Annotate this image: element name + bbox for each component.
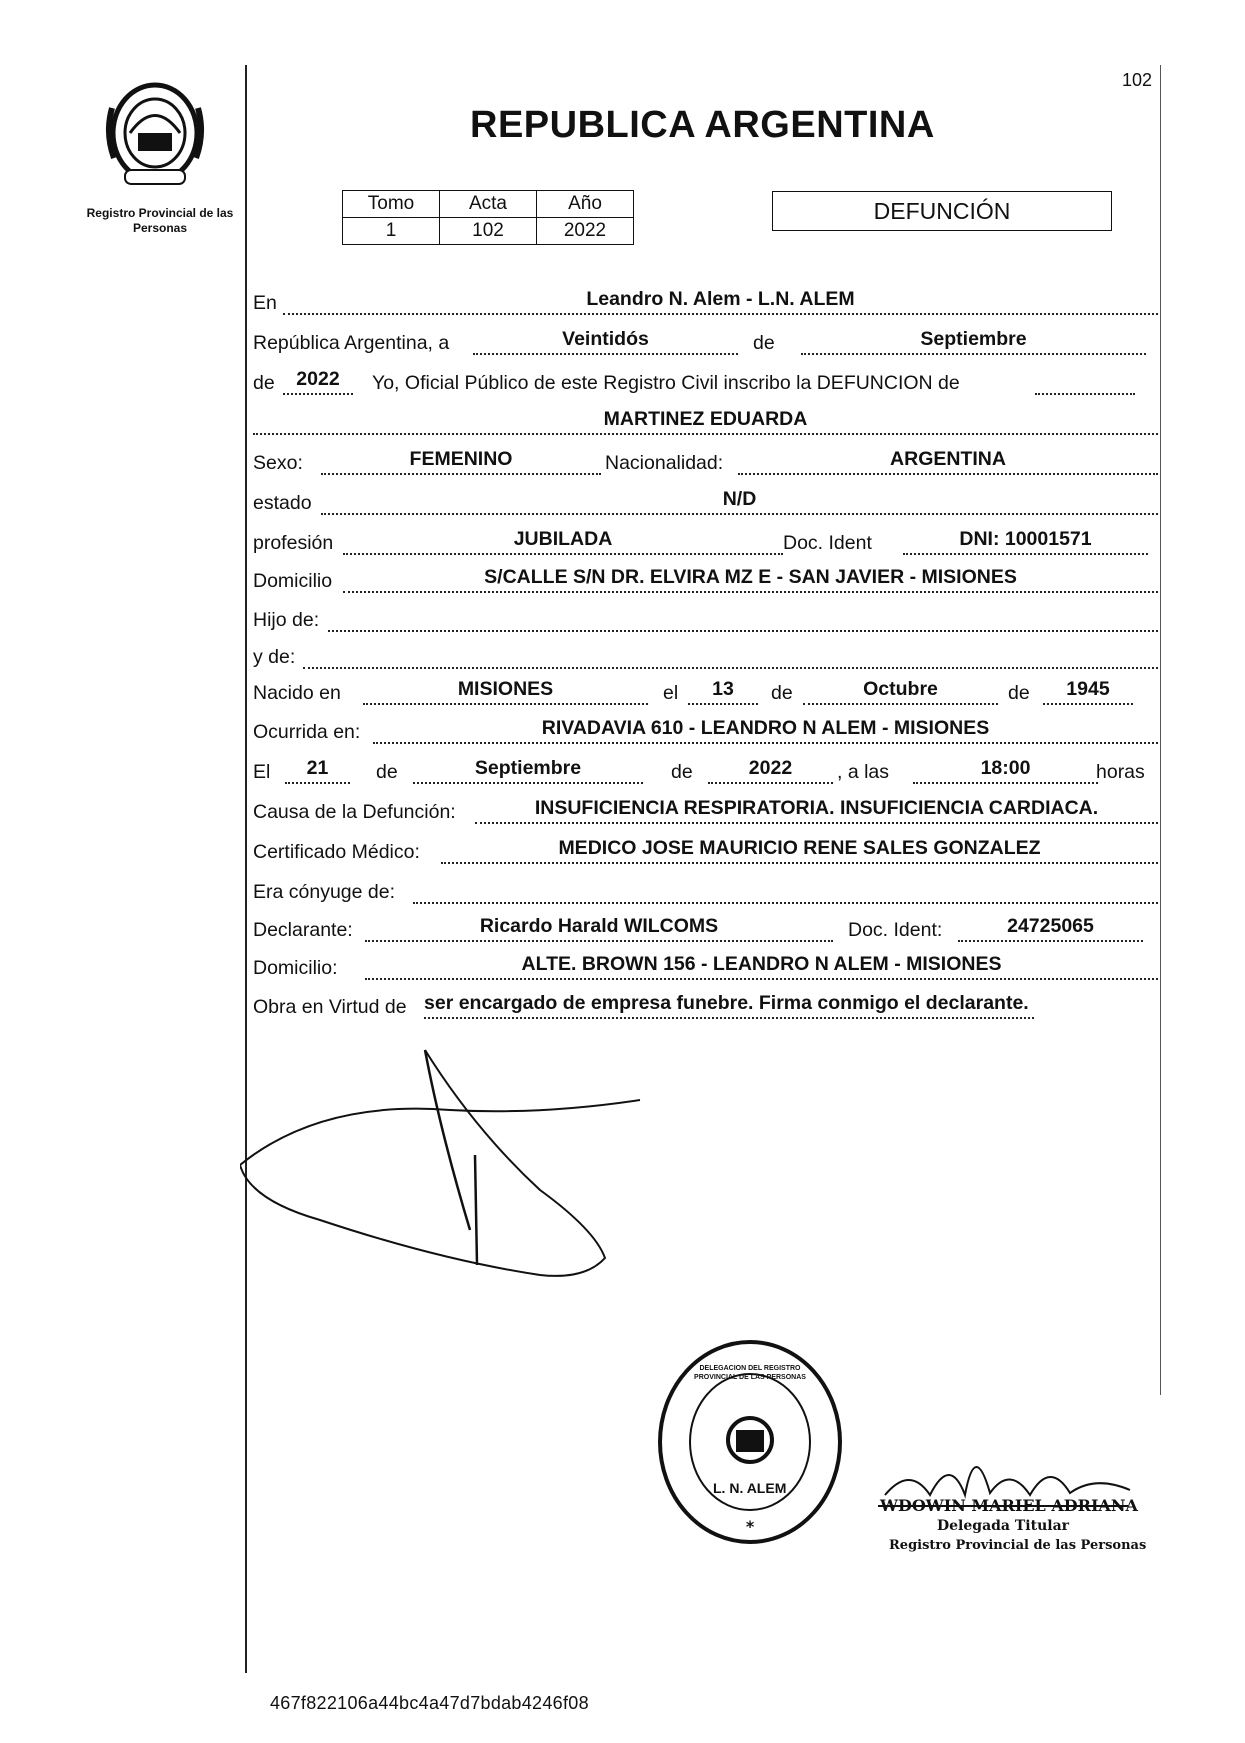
label-domicilio-2: Domicilio: bbox=[253, 957, 338, 979]
label-de-6: de bbox=[671, 761, 693, 783]
label-yo-oficial: Yo, Oficial Público de este Registro Civil inscribo la DEFUNCION de bbox=[372, 372, 960, 394]
label-obra: Obra en Virtud de bbox=[253, 996, 407, 1018]
anio-value: 2022 bbox=[537, 218, 634, 245]
registrar-org: Registro Provincial de las Personas bbox=[889, 1538, 1147, 1553]
declarante-domicilio-field: ALTE. BROWN 156 - LEANDRO N ALEM - MISIONES bbox=[365, 953, 1158, 980]
declarante-doc-field: 24725065 bbox=[958, 915, 1143, 942]
label-nacido-en: Nacido en bbox=[253, 682, 341, 704]
margin-line bbox=[245, 65, 247, 1673]
row-certificado bbox=[253, 837, 1163, 869]
table-header-row bbox=[343, 191, 634, 218]
causa-field: INSUFICIENCIA RESPIRATORIA. INSUFICIENCIA CARDIACA. bbox=[475, 797, 1158, 824]
label-de-4: de bbox=[1008, 682, 1030, 704]
document-hash: 467f822106a44bc4a47d7bdab4246f08 bbox=[270, 1693, 589, 1713]
row-nacimiento bbox=[253, 678, 1163, 710]
mes-inscripcion-field: Septiembre bbox=[801, 328, 1146, 355]
declarant-signature bbox=[240, 1040, 660, 1300]
domicilio-field: S/CALLE S/N DR. ELVIRA MZ E - SAN JAVIER - MISIONES bbox=[343, 566, 1158, 593]
y-de-field bbox=[303, 642, 1158, 669]
nacionalidad-field: ARGENTINA bbox=[738, 448, 1158, 475]
label-hijo-de: Hijo de: bbox=[253, 609, 320, 631]
nac-dia-field: 13 bbox=[688, 678, 758, 705]
row-localidad bbox=[253, 288, 1163, 320]
svg-text:*: * bbox=[745, 1517, 755, 1536]
ocurrida-en-field: RIVADAVIA 610 - LEANDRO N ALEM - MISIONES bbox=[373, 717, 1158, 744]
anio-inscripcion-field: 2022 bbox=[283, 368, 353, 395]
def-anio-field: 2022 bbox=[708, 757, 833, 784]
table-value-row bbox=[343, 218, 634, 245]
row-hijo-de bbox=[253, 605, 1163, 637]
label-conyuge: Era cónyuge de: bbox=[253, 881, 396, 903]
label-de-2: de bbox=[253, 372, 275, 394]
obra-field: ser encargado de empresa funebre. Firma conmigo el declarante. bbox=[424, 992, 1034, 1019]
row-ocurrida bbox=[253, 717, 1163, 749]
registrar-role: Delegada Titular bbox=[937, 1518, 1070, 1534]
label-estado: estado bbox=[253, 492, 312, 514]
row-yo-oficial bbox=[253, 368, 1163, 400]
row-nombre bbox=[253, 408, 1163, 440]
label-el: el bbox=[663, 682, 679, 704]
page-number: 102 bbox=[1122, 70, 1153, 90]
registro-label: Registro Provincial de las Personas bbox=[86, 206, 234, 235]
provincial-seal-icon bbox=[100, 78, 210, 188]
table-header-anio: Año bbox=[537, 191, 634, 218]
sexo-field: FEMENINO bbox=[321, 448, 601, 475]
row-declarante bbox=[253, 915, 1163, 947]
localidad-field: Leandro N. Alem - L.N. ALEM bbox=[283, 288, 1158, 315]
table-header-tomo: Tomo bbox=[343, 191, 440, 218]
label-declarante: Declarante: bbox=[253, 919, 353, 941]
def-hora-field: 18:00 bbox=[913, 757, 1098, 784]
dia-letras-field: Veintidós bbox=[473, 328, 738, 355]
label-horas: horas bbox=[1096, 761, 1145, 783]
label-causa: Causa de la Defunción: bbox=[253, 801, 456, 823]
def-dia-field: 21 bbox=[285, 757, 350, 784]
conyuge-field bbox=[413, 877, 1158, 904]
dni-field: DNI: 10001571 bbox=[903, 528, 1148, 555]
yo-trailing-field bbox=[1035, 368, 1135, 395]
row-fecha-inscripcion bbox=[253, 328, 1163, 360]
nac-mes-field: Octubre bbox=[803, 678, 998, 705]
estado-field: N/D bbox=[321, 488, 1158, 515]
profesion-field: JUBILADA bbox=[343, 528, 783, 555]
row-causa bbox=[253, 797, 1163, 829]
acta-value: 102 bbox=[440, 218, 537, 245]
def-mes-field: Septiembre bbox=[413, 757, 643, 784]
label-certificado: Certificado Médico: bbox=[253, 841, 420, 863]
label-nacionalidad: Nacionalidad: bbox=[605, 452, 724, 474]
row-obra bbox=[253, 992, 1163, 1024]
certificado-field: MEDICO JOSE MAURICIO RENE SALES GONZALEZ bbox=[441, 837, 1158, 864]
registrar-name: WDOWIN MARIEL ADRIANA bbox=[880, 1496, 1138, 1515]
label-de-5: de bbox=[376, 761, 398, 783]
row-profesion bbox=[253, 528, 1163, 560]
nacido-en-field: MISIONES bbox=[363, 678, 648, 705]
row-fecha-defuncion bbox=[253, 757, 1163, 789]
label-de-3: de bbox=[771, 682, 793, 704]
hijo-de-field bbox=[328, 605, 1158, 632]
declarante-field: Ricardo Harald WILCOMS bbox=[365, 915, 833, 942]
row-declarante-domicilio bbox=[253, 953, 1163, 985]
row-sexo bbox=[253, 448, 1163, 480]
label-el-cap: El bbox=[253, 761, 271, 783]
tomo-value: 1 bbox=[343, 218, 440, 245]
label-doc-ident-2: Doc. Ident: bbox=[848, 919, 943, 941]
label-republica: República Argentina, a bbox=[253, 332, 450, 354]
label-doc-ident: Doc. Ident bbox=[783, 532, 872, 554]
label-a-las: , a las bbox=[837, 761, 890, 783]
table-header-acta: Acta bbox=[440, 191, 537, 218]
label-de-1: de bbox=[753, 332, 775, 354]
nac-anio-field: 1945 bbox=[1043, 678, 1133, 705]
stamp-text: DELEGACION DEL REGISTRO PROVINCIAL DE LAS PERSONAS bbox=[694, 1365, 806, 1381]
row-domicilio bbox=[253, 566, 1163, 598]
row-conyuge bbox=[253, 877, 1163, 909]
label-en: En bbox=[253, 292, 277, 314]
label-profesion: profesión bbox=[253, 532, 334, 554]
label-sexo: Sexo: bbox=[253, 452, 303, 474]
stamp-location: L. N. ALEM bbox=[713, 1480, 787, 1496]
label-domicilio: Domicilio bbox=[253, 570, 333, 592]
nombre-field: MARTINEZ EDUARDA bbox=[253, 408, 1158, 435]
page-title: REPUBLICA ARGENTINA bbox=[470, 104, 935, 146]
label-y-de: y de: bbox=[253, 646, 296, 668]
label-ocurrida-en: Ocurrida en: bbox=[253, 721, 361, 743]
row-estado bbox=[253, 488, 1163, 520]
acta-table bbox=[342, 190, 634, 245]
row-y-de bbox=[253, 642, 1163, 674]
document-type-box: DEFUNCIÓN bbox=[772, 191, 1112, 231]
